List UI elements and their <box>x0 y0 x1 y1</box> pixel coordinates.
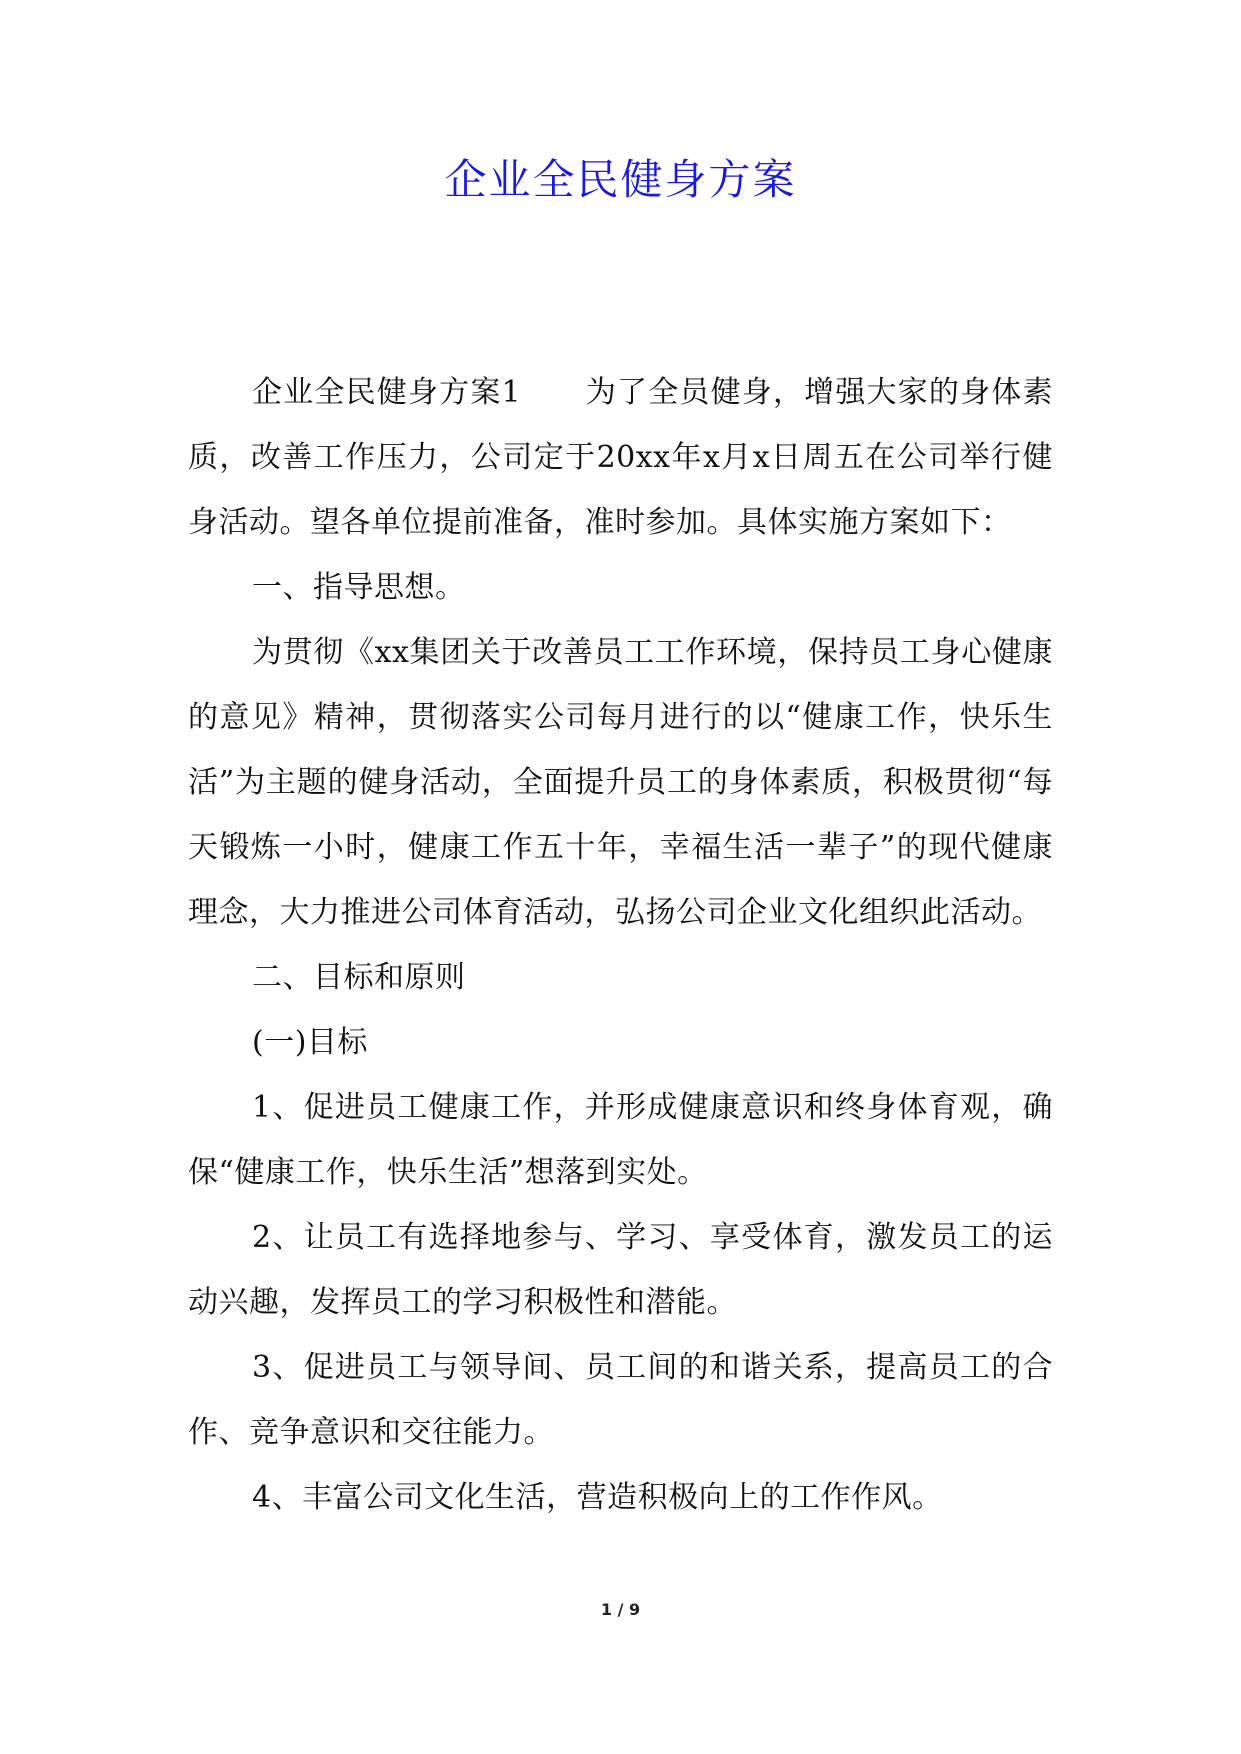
goal-item-1: 1、促进员工健康工作，并形成健康意识和终身体育观，确保“健康工作，快乐生活”想落到实处。 <box>188 1090 1053 1190</box>
goal-item-4: 4、丰富公司文化生活，营造积极向上的工作作风。 <box>252 1480 943 1515</box>
document-body <box>188 360 1053 1530</box>
section-heading-guiding-thought: 一、指导思想。 <box>252 570 466 605</box>
goal-item-3: 3、促进员工与领导间、员工间的和谐关系，提高员工的合作、竞争意识和交往能力。 <box>188 1350 1053 1450</box>
subsection-heading-goals: (一)目标 <box>252 1025 368 1060</box>
guiding-thought-paragraph: 为贯彻《xx集团关于改善员工工作环境，保持员工身心健康的意见》精神，贯彻落实公司每月进行的以“健康工作，快乐生活”为主题的健身活动，全面提升员工的身体素质，积极贯彻“每天锻炼一小时，健康工作五十年，幸福生活一辈子”的现代健康理念，大力推进公司体育活动，弘扬公司企业文化组织此活动。 <box>188 635 1053 930</box>
goal-item-2: 2、让员工有选择地参与、学习、享受体育，激发员工的运动兴趣，发挥员工的学习积极性和潜能。 <box>188 1220 1053 1320</box>
page-number: 1 / 9 <box>600 1600 641 1619</box>
intro-text: 为了全员健身，增强大家的身体素质，改善工作压力，公司定于20xx年x月x日周五在公司举行健身活动。望各单位提前准备，准时参加。具体实施方案如下： <box>188 375 1053 540</box>
section-heading-goals-principles: 二、目标和原则 <box>252 960 466 995</box>
intro-paragraph <box>188 360 1053 555</box>
intro-heading: 企业全民健身方案1 <box>252 375 522 410</box>
document-title: 企业全民健身方案 <box>444 155 797 204</box>
